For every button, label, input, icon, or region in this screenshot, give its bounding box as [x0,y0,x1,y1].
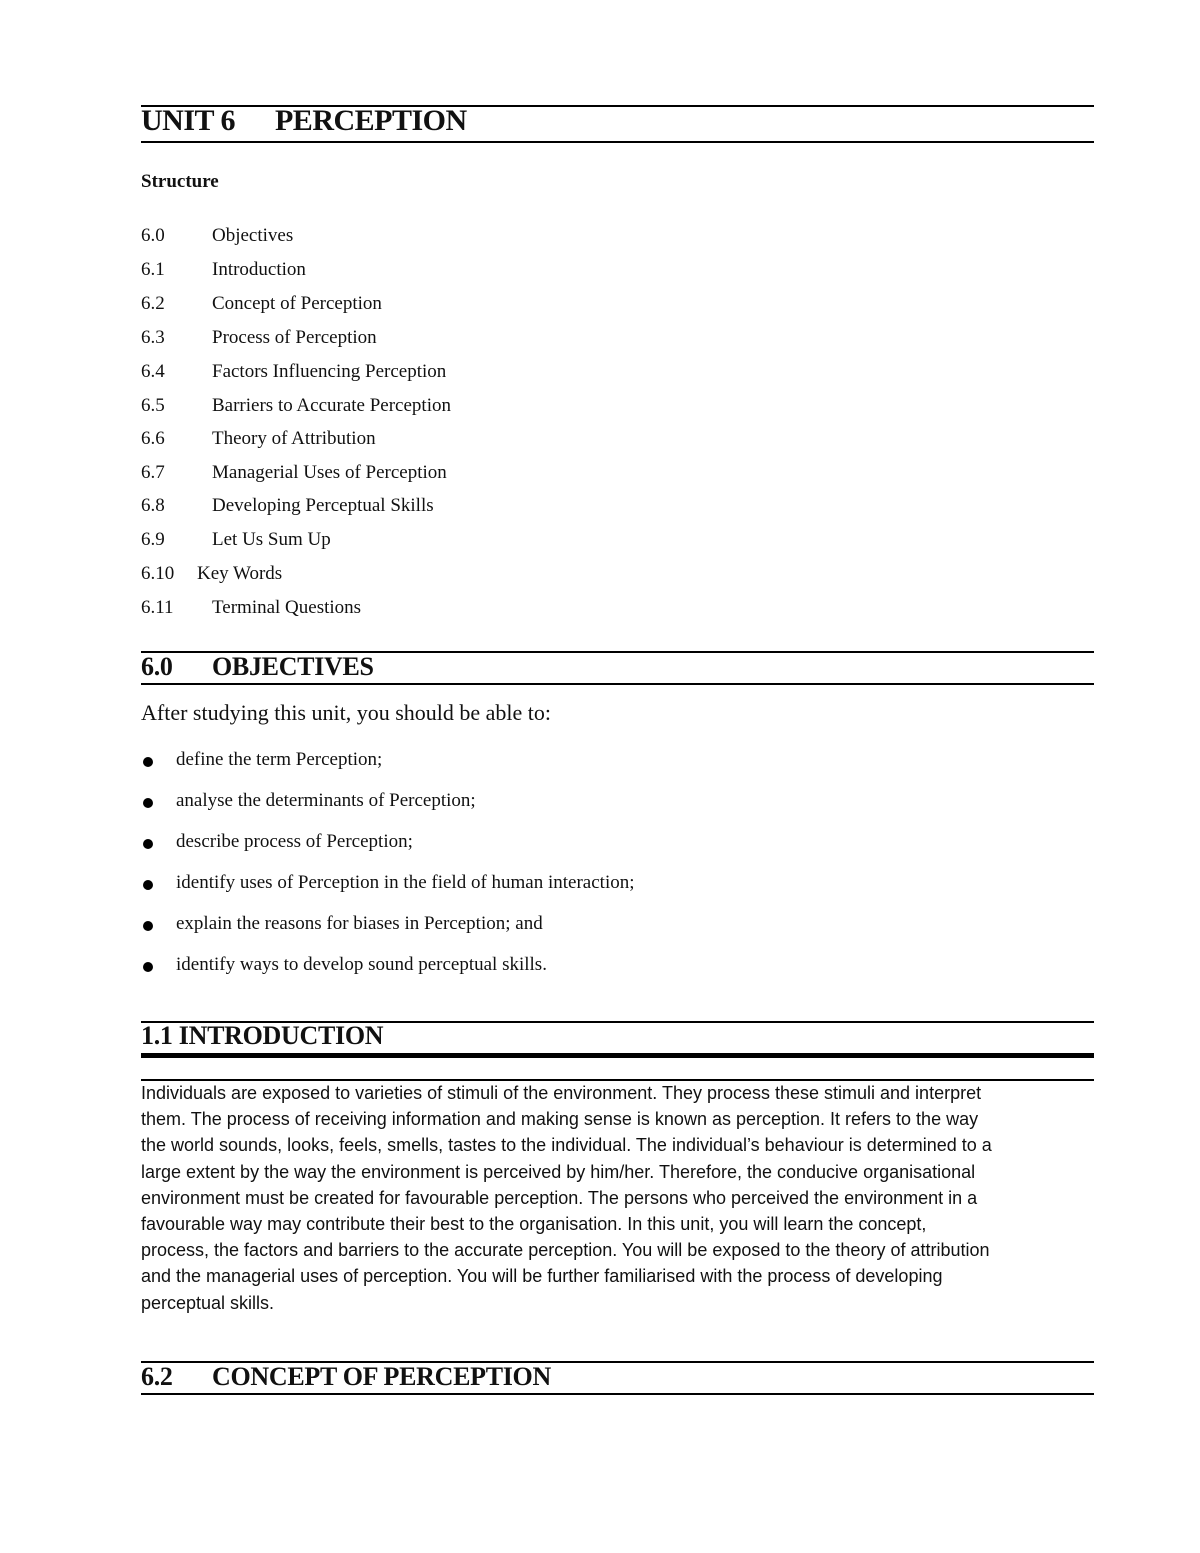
structure-item-number: 6.7 [141,462,165,483]
objectives-heading [141,652,374,682]
structure-item-number: 6.9 [141,529,165,550]
bullet-icon [143,962,153,972]
bullet-icon [143,880,153,890]
structure-item-label: Theory of Attribution [212,428,376,449]
structure-item-label: Concept of Perception [212,293,382,314]
structure-item-label: Managerial Uses of Perception [212,462,447,483]
concept-heading-text: CONCEPT OF PERCEPTION [212,1362,551,1391]
introduction-paragraph [141,1080,1096,1316]
structure-item-label: Factors Influencing Perception [212,361,447,382]
structure-item-number: 6.8 [141,495,165,516]
objectives-heading-text: OBJECTIVES [212,652,374,681]
structure-item-number: 6.11 [141,597,174,618]
bullet-icon [143,921,153,931]
structure-item-number: 6.6 [141,428,165,449]
concept-bottom-rule [141,1393,1094,1395]
bullet-icon [143,757,153,767]
structure-item-label: Objectives [212,225,294,246]
paragraph-line: environment must be created for favourable perception. The persons who perceived the environment in a [141,1187,978,1208]
introduction-bottom-rule [141,1053,1094,1058]
introduction-heading: 1.1 INTRODUCTION [141,1021,384,1050]
objective-text: identify ways to develop sound perceptual skills. [176,954,547,975]
objective-text: define the term Perception; [176,749,383,770]
structure-label: Structure [141,171,219,192]
structure-item-label: Terminal Questions [212,597,362,618]
objectives-heading-number: 6.0 [141,652,173,681]
objective-text: analyse the determinants of Perception; [176,790,476,811]
objectives-intro: After studying this unit, you should be able to: [141,700,552,725]
concept-heading-number: 6.2 [141,1362,173,1391]
structure-item-label: Key Words [197,563,283,584]
unit-title [141,104,467,138]
structure-item-label: Developing Perceptual Skills [212,495,434,516]
unit-number: UNIT 6 [141,104,235,137]
structure-item-number: 6.3 [141,327,165,348]
paragraph-line: and the managerial uses of perception. You will be further familiarised with the process of developing [141,1266,943,1287]
paragraph-line: large extent by the way the environment is perceived by him/her. Therefore, the conducive organisational [141,1161,976,1182]
structure-item-number: 6.0 [141,225,165,246]
paragraph-line: them. The process of receiving information and making sense is known as perception. It refers to the way [141,1109,979,1130]
paragraph-line: process, the factors and barriers to the accurate perception. You will be exposed to the theory of attribution [141,1240,990,1261]
paragraph-line: Individuals are exposed to varieties of stimuli of the environment. They process these stimuli and interpret [141,1083,982,1103]
structure-item-number: 6.5 [141,395,165,416]
structure-item-number: 6.1 [141,259,165,280]
objectives-bottom-rule [141,683,1094,685]
structure-item-number: 6.4 [141,361,165,382]
unit-title-bottom-rule [141,141,1094,143]
structure-item-label: Process of Perception [212,327,377,348]
paragraph-line: favourable way may contribute their best to the organisation. In this unit, you will learn the concept, [141,1214,927,1235]
structure-item-label: Introduction [212,259,306,280]
paragraph-line: perceptual skills. [141,1292,275,1313]
concept-heading [141,1362,551,1392]
objective-text: identify uses of Perception in the field of human interaction; [176,872,635,893]
structure-item-number: 6.2 [141,293,165,314]
unit-heading: PERCEPTION [274,104,467,137]
paragraph-line: the world sounds, looks, feels, smells, tastes to the individual. The individual’s behaviour is determined to a [141,1135,992,1156]
structure-item-label: Barriers to Accurate Perception [212,395,451,416]
bullet-icon [143,839,153,849]
bullet-icon [143,798,153,808]
objective-text: describe process of Perception; [176,831,413,852]
structure-item-label: Let Us Sum Up [212,529,331,550]
objective-text: explain the reasons for biases in Perception; and [176,913,543,934]
structure-item-number: 6.10 [141,563,175,584]
